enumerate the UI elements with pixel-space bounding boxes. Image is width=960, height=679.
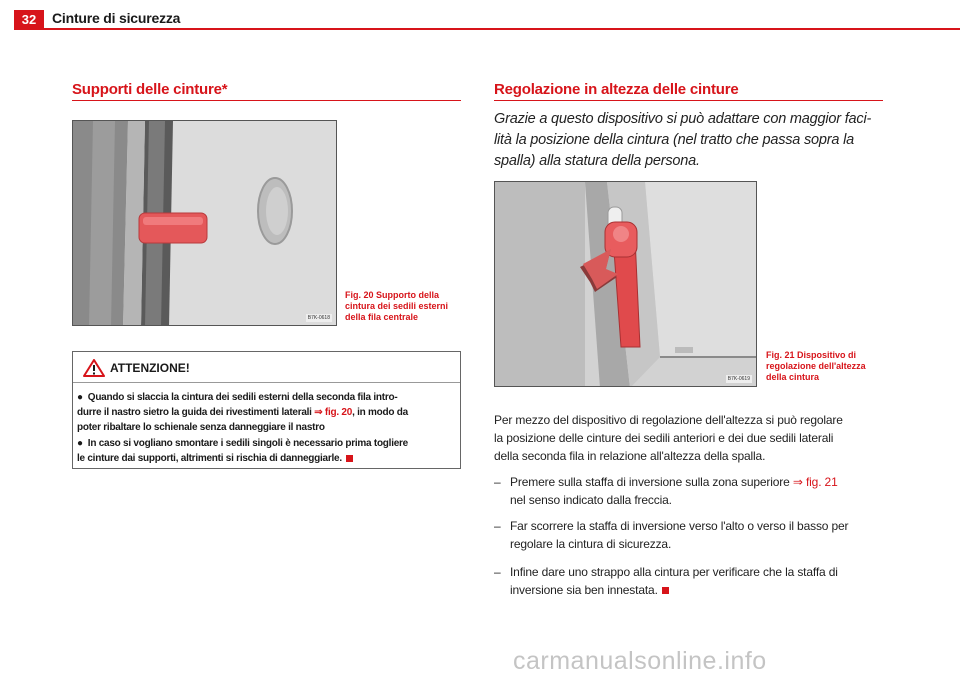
section-rule: [72, 100, 461, 101]
caption-line: della fila centrale: [345, 312, 419, 322]
figure-code: B7K-0619: [727, 376, 750, 382]
step-3: [494, 563, 886, 599]
caption-line: regolazione dell'altezza: [766, 361, 866, 371]
warning-item-2: [77, 436, 461, 466]
figure-code: B7K-0618: [307, 315, 330, 321]
dash-marker: –: [494, 565, 501, 579]
step-text: regolare la cintura di sicurezza.: [510, 537, 672, 551]
section-rule: [494, 100, 883, 101]
step-text: Far scorrere la staffa di inversione verso l'alto o verso il basso per: [510, 519, 849, 533]
figure-21-height-adjuster: [494, 181, 757, 387]
page-number: 32: [14, 10, 44, 30]
warning-text: Quando si slaccia la cintura dei sedili esterni della seconda fila intro-: [87, 392, 398, 403]
section-title-height-adjustment: Regolazione in altezza delle cinture: [494, 81, 739, 98]
warning-text: durre il nastro sietro la guida dei rivestimenti laterali: [77, 407, 315, 418]
step-text: Infine dare uno strappo alla cintura per verificare che la staffa di: [510, 565, 838, 579]
section-title-belt-supports: Supporti delle cinture*: [72, 81, 228, 98]
warning-text: In caso si vogliano smontare i sedili singoli è necessario prima togliere: [87, 438, 408, 449]
warning-header: [73, 352, 460, 383]
dash-marker: –: [494, 519, 501, 533]
bullet-icon: ●: [77, 392, 83, 403]
figure-reference-link[interactable]: ⇒ fig. 20: [314, 407, 353, 418]
figure-20-caption: [345, 290, 448, 323]
paragraph-line: Per mezzo del dispositivo di regolazione dell'altezza si può regolare: [494, 413, 843, 427]
paragraph-line: della seconda fila in relazione all'altezza della spalla.: [494, 449, 766, 463]
step-text: Premere sulla staffa di inversione sulla zona superiore: [510, 475, 793, 489]
warning-box: [72, 351, 461, 469]
caption-line: cintura dei sedili esterni: [345, 301, 449, 311]
intro-line: Grazie a questo dispositivo si può adattare con maggior faci-: [494, 111, 872, 127]
figure-21-illustration: [495, 182, 757, 387]
intro-line: spalla) alla statura della persona.: [494, 153, 700, 169]
paragraph-line: la posizione delle cinture dei sedili anteriori e dei due sedili laterali: [494, 431, 834, 445]
end-of-section-icon: [662, 587, 669, 594]
intro-text: [494, 109, 890, 172]
warning-text: poter ribaltare lo schienale senza danneggiare il nastro: [77, 422, 325, 433]
page-header: [0, 0, 960, 30]
chapter-title: Cinture di sicurezza: [52, 10, 181, 26]
step-text: inversione sia ben innestata.: [510, 583, 658, 597]
warning-text: , in modo da: [352, 407, 408, 418]
caption-line: della cintura: [766, 372, 820, 382]
warning-text: le cinture dai supporti, altrimenti si rischia di danneggiarle.: [77, 453, 342, 464]
intro-line: lità la posizione della cintura (nel tratto che passa sopra la: [494, 132, 854, 148]
bullet-icon: ●: [77, 438, 83, 449]
warning-item-1: [77, 390, 461, 435]
caption-line: Fig. 20 Supporto della: [345, 290, 440, 300]
figure-20-belt-support: [72, 120, 337, 326]
step-text: nel senso indicato dalla freccia.: [510, 493, 672, 507]
figure-reference-link[interactable]: ⇒ fig. 21: [792, 475, 838, 489]
figure-21-caption: [766, 350, 866, 383]
step-2: [494, 517, 886, 553]
header-rule: [14, 28, 960, 30]
dash-marker: –: [494, 475, 501, 489]
warning-title: ATTENZIONE!: [110, 361, 190, 375]
body-paragraph: [494, 411, 886, 465]
end-of-section-icon: [346, 455, 353, 462]
watermark: carmanualsonline.info: [513, 647, 767, 675]
figure-20-illustration: [73, 121, 337, 326]
step-1: [494, 473, 886, 509]
warning-triangle-icon: [83, 359, 105, 377]
caption-line: Fig. 21 Dispositivo di: [766, 350, 857, 360]
